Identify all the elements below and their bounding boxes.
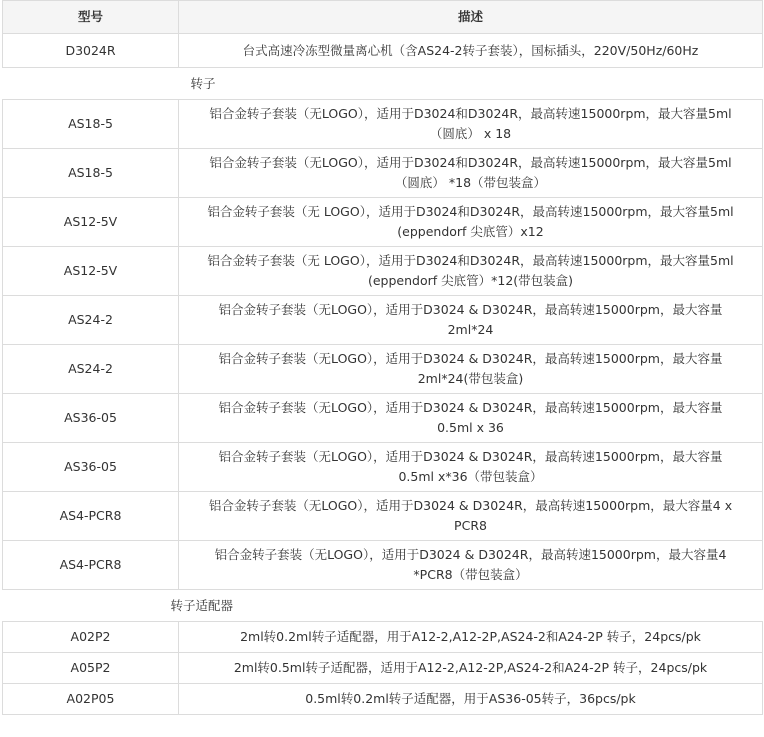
table-row bbox=[3, 394, 763, 443]
description-cell: 铝合金转子套装（无LOGO），适用于D3024 & D3024R，最高转速15000rpm，最大容量4 x PCR8 bbox=[179, 492, 763, 541]
description-cell: 台式高速冷冻型微量离心机（含AS24-2转子套装），国标插头，220V/50Hz/60Hz bbox=[179, 34, 763, 68]
description-cell: 铝合金转子套装（无LOGO），适用于D3024 & D3024R，最高转速15000rpm，最大容量 2ml*24 bbox=[179, 296, 763, 345]
table-row bbox=[3, 247, 763, 296]
table-row bbox=[3, 198, 763, 247]
section-row-rotor bbox=[3, 68, 763, 100]
model-cell: AS4-PCR8 bbox=[3, 541, 179, 590]
header-model: 型号 bbox=[3, 1, 179, 34]
description-cell: 铝合金转子套装（无LOGO），适用于D3024 & D3024R，最高转速15000rpm，最大容量 0.5ml x 36 bbox=[179, 394, 763, 443]
model-cell: AS18-5 bbox=[3, 100, 179, 149]
description-cell: 铝合金转子套装（无LOGO），适用于D3024和D3024R，最高转速15000rpm，最大容量5ml （圆底） x 18 bbox=[179, 100, 763, 149]
table-row bbox=[3, 492, 763, 541]
model-cell: AS4-PCR8 bbox=[3, 492, 179, 541]
table-row bbox=[3, 34, 763, 68]
product-table bbox=[2, 0, 763, 715]
model-cell: AS36-05 bbox=[3, 394, 179, 443]
table-row bbox=[3, 149, 763, 198]
model-cell: A02P2 bbox=[3, 622, 179, 653]
description-cell: 铝合金转子套装（无LOGO），适用于D3024和D3024R，最高转速15000rpm，最大容量5ml （圆底） *18（带包装盒） bbox=[179, 149, 763, 198]
model-cell: AS36-05 bbox=[3, 443, 179, 492]
table-row bbox=[3, 296, 763, 345]
description-cell: 2ml转0.5ml转子适配器，适用于A12-2,A12-2P,AS24-2和A24-2P 转子，24pcs/pk bbox=[179, 653, 763, 684]
table-row bbox=[3, 345, 763, 394]
description-cell: 铝合金转子套装（无 LOGO），适用于D3024和D3024R，最高转速15000rpm，最大容量5ml (eppendorf 尖底管）x12 bbox=[179, 198, 763, 247]
description-cell: 铝合金转子套装（无LOGO），适用于D3024 & D3024R，最高转速15000rpm，最大容量 0.5ml x*36（带包装盒） bbox=[179, 443, 763, 492]
header-row bbox=[3, 1, 763, 34]
model-cell: A05P2 bbox=[3, 653, 179, 684]
table-row bbox=[3, 622, 763, 653]
table-row bbox=[3, 684, 763, 715]
model-cell: AS24-2 bbox=[3, 345, 179, 394]
model-cell: A02P05 bbox=[3, 684, 179, 715]
description-cell: 2ml转0.2ml转子适配器，用于A12-2,A12-2P,AS24-2和A24-2P 转子，24pcs/pk bbox=[179, 622, 763, 653]
section-title: 转子 bbox=[190, 75, 216, 91]
description-cell: 铝合金转子套装（无LOGO），适用于D3024 & D3024R，最高转速15000rpm，最大容量4 *PCR8（带包装盒） bbox=[179, 541, 763, 590]
model-cell: D3024R bbox=[3, 34, 179, 68]
model-cell: AS12-5V bbox=[3, 247, 179, 296]
table-row bbox=[3, 541, 763, 590]
table-row bbox=[3, 443, 763, 492]
model-cell: AS24-2 bbox=[3, 296, 179, 345]
table-row bbox=[3, 653, 763, 684]
section-row-adapter bbox=[3, 590, 763, 622]
description-cell: 铝合金转子套装（无LOGO），适用于D3024 & D3024R，最高转速15000rpm，最大容量 2ml*24(带包装盒) bbox=[179, 345, 763, 394]
header-description: 描述 bbox=[179, 1, 763, 34]
model-cell: AS12-5V bbox=[3, 198, 179, 247]
table-row bbox=[3, 100, 763, 149]
model-cell: AS18-5 bbox=[3, 149, 179, 198]
section-title: 转子适配器 bbox=[170, 597, 234, 613]
description-cell: 0.5ml转0.2ml转子适配器，用于AS36-05转子，36pcs/pk bbox=[179, 684, 763, 715]
description-cell: 铝合金转子套装（无 LOGO），适用于D3024和D3024R，最高转速15000rpm，最大容量5ml (eppendorf 尖底管）*12(带包装盒) bbox=[179, 247, 763, 296]
